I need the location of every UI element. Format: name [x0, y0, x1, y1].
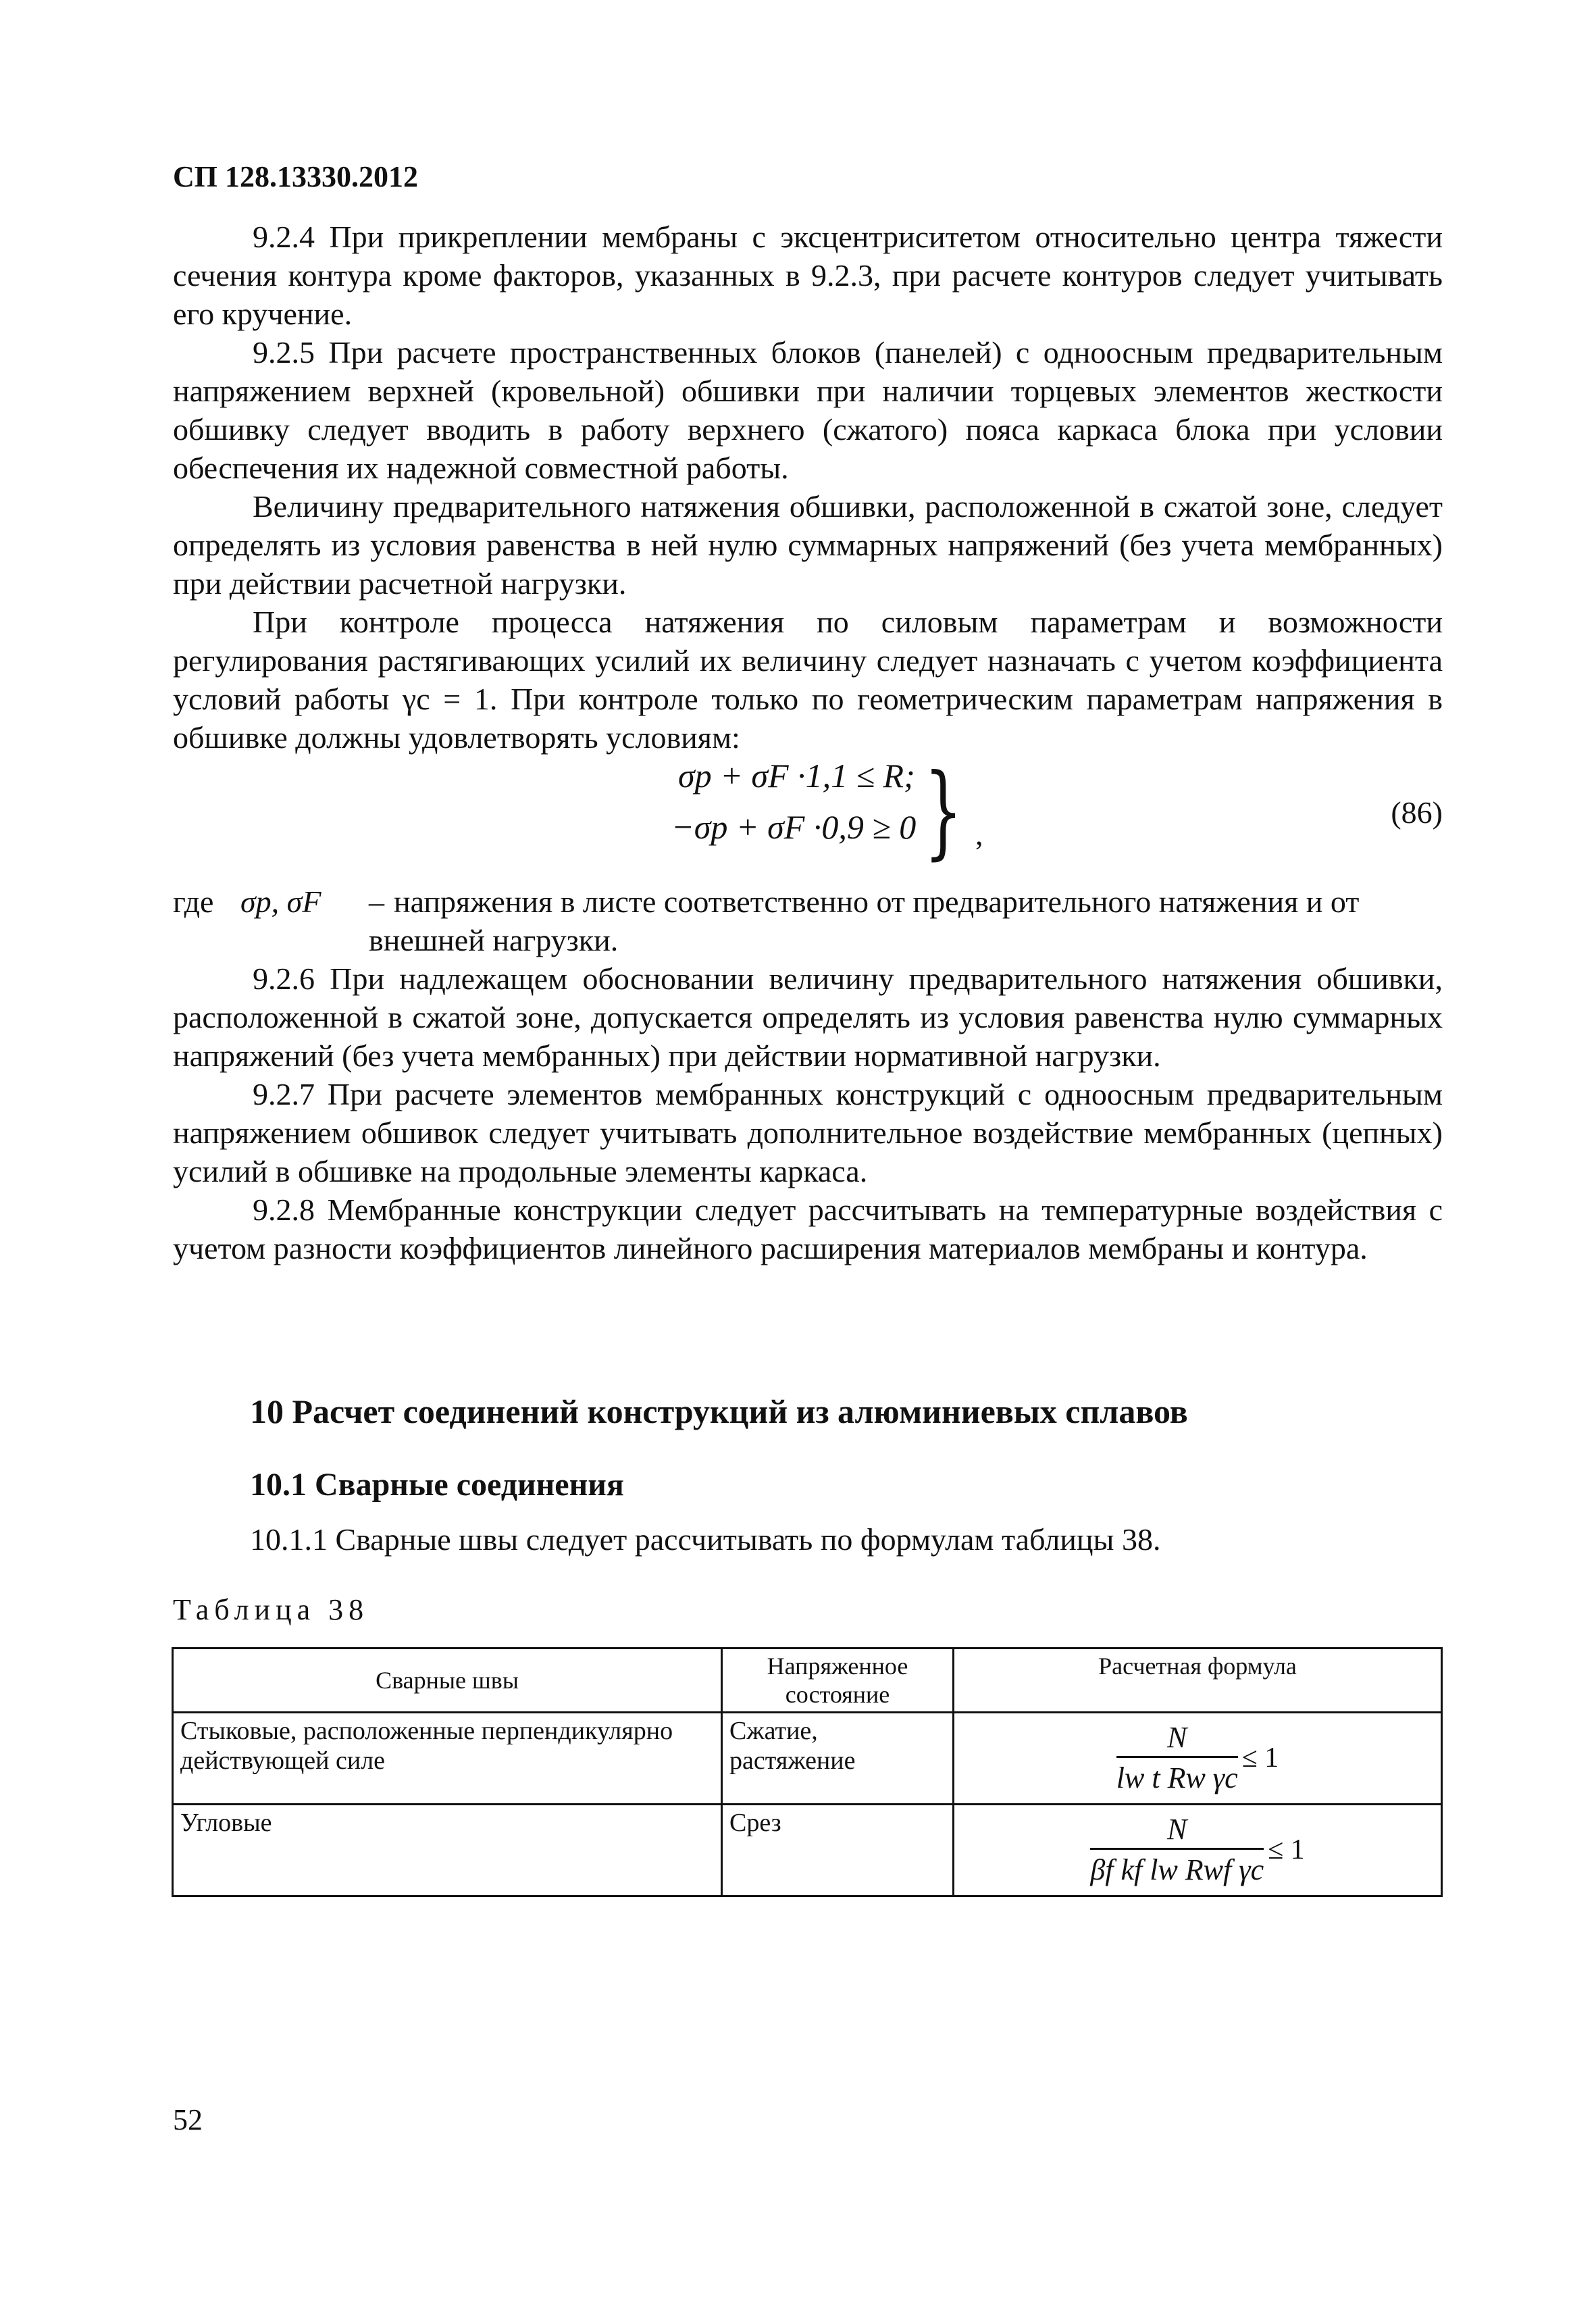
table-row	[173, 1805, 1442, 1896]
header-welds: Сварные швы	[173, 1649, 722, 1713]
paragraph-prestress-value: Величину предварительного натяжения обшивки, расположенной в сжатой зоне, следует определять из условия равенства в ней нулю суммарных напряжений (без учета мембранных) при действии расчетной нагрузки.	[173, 489, 1443, 601]
paragraph-9-2-8: 9.2.8 Мембранные конструкции следует рассчитывать на температурные воздействия с учетом разности коэффициентов линейного расширения материалов мембраны и контура.	[173, 1192, 1443, 1265]
where-text: напряжения в листе соответственно от предварительного натяжения и от внешней нагрузки.	[369, 884, 1360, 957]
header-formula: Расчетная формула	[954, 1649, 1442, 1713]
cell-weld-type: Стыковые, расположенные перпендикулярно действующей силе	[173, 1713, 722, 1805]
subsection-title: 10.1 Сварные соединения	[250, 1467, 624, 1503]
table-label: Таблица 38	[173, 1593, 369, 1626]
header-stress-state: Напряженное состояние	[722, 1649, 954, 1713]
table-row	[173, 1713, 1442, 1805]
formula-explanation	[173, 882, 1443, 959]
comparison: ≤ 1	[1241, 1742, 1279, 1774]
table-38	[172, 1647, 1443, 1897]
formula-comma: ,	[975, 817, 983, 851]
fraction-denominator: lw t Rw γc	[1116, 1761, 1238, 1794]
fraction	[1090, 1812, 1264, 1887]
paragraph-9-2-4: 9.2.4 При прикреплении мембраны с эксцентриситетом относительно центра тяжести сечения контура кроме факторов, указанных в 9.2.3, при расчете контуров следует учитывать его кручение.	[173, 220, 1443, 331]
formula-brace: }	[924, 753, 963, 870]
cell-stress-state: Срез	[722, 1805, 954, 1896]
paragraph-tension-control: При контроле процесса натяжения по силовым параметрам и возможности регулирования растягивающих усилий их величину следует назначать с учетом коэффициента условий работы γc = 1. При контроле только по геометрическим параметрам напряжения в обшивке должны удовлетворять условиям:	[173, 605, 1443, 755]
cell-formula	[954, 1805, 1442, 1896]
formula-86	[173, 753, 1443, 882]
where-symbols: σp, σF	[240, 884, 321, 919]
paragraph-10-1-1: 10.1.1 Сварные швы следует рассчитывать по формулам таблицы 38.	[250, 1522, 1161, 1557]
formula-86-line-2: −σp + σF ·0,9 ≥ 0	[671, 808, 917, 846]
fraction-denominator: βf kf lw Rwf γc	[1090, 1853, 1264, 1886]
fraction-numerator: N	[1090, 1812, 1264, 1850]
where-description	[369, 882, 1443, 959]
fraction-numerator: N	[1116, 1720, 1238, 1758]
table-header-row	[173, 1649, 1442, 1713]
main-text	[173, 218, 1443, 1267]
cell-formula	[954, 1713, 1442, 1805]
paragraph-9-2-6: 9.2.6 При надлежащем обосновании величину предварительного натяжения обшивки, расположенной в сжатой зоне, допускается определять из условия равенства нулю суммарных напряжений (без учета мембранных) при действии нормативной нагрузки.	[173, 961, 1443, 1073]
where-dash: –	[369, 884, 384, 919]
comparison: ≤ 1	[1268, 1834, 1305, 1865]
cell-weld-type: Угловые	[173, 1805, 722, 1896]
section-title: 10 Расчет соединений конструкций из алюминиевых сплавов	[250, 1392, 1188, 1430]
formula-86-line-1: σp + σF ·1,1 ≤ R;	[678, 757, 915, 795]
page-number: 52	[173, 2103, 203, 2136]
paragraph-9-2-7: 9.2.7 При расчете элементов мембранных конструкций с одноосным предварительным напряжением обшивок следует учитывать дополнительное воздействие мембранных (цепных) усилий в обшивке на продольные элементы каркаса.	[173, 1077, 1443, 1188]
paragraph-9-2-5: 9.2.5 При расчете пространственных блоков (панелей) с одноосным предварительным напряжением верхней (кровельной) обшивки при наличии торцевых элементов жесткости обшивку следует вводить в работу верхнего (сжатого) пояса каркаса блока при условии обеспечения их надежной совместной работы.	[173, 335, 1443, 485]
document-code: СП 128.13330.2012	[173, 160, 418, 193]
fraction	[1116, 1720, 1238, 1795]
where-label: где	[173, 884, 214, 919]
cell-stress-state: Сжатие, растяжение	[722, 1713, 954, 1805]
formula-number: (86)	[1391, 795, 1443, 830]
